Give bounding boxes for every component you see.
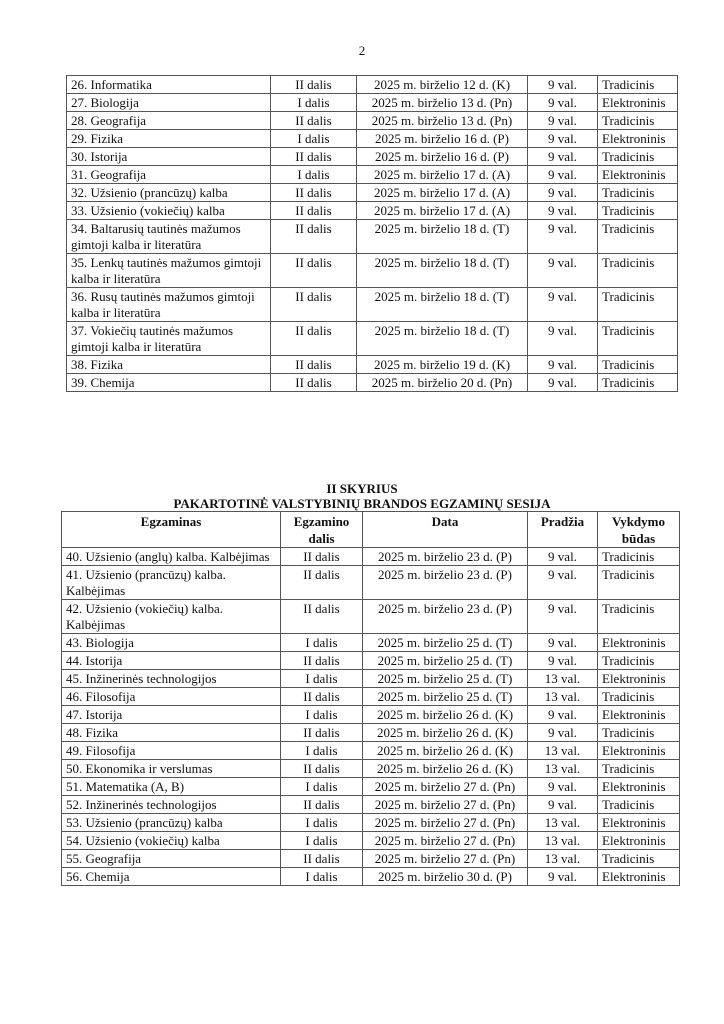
cell-date: 2025 m. birželio 25 d. (T) — [363, 634, 528, 652]
cell-date: 2025 m. birželio 27 d. (Pn) — [363, 796, 528, 814]
cell-mode: Tradicinis — [598, 184, 678, 202]
cell-mode: Elektroninis — [598, 634, 680, 652]
cell-start: 9 val. — [528, 600, 598, 634]
cell-date: 2025 m. birželio 26 d. (K) — [363, 742, 528, 760]
cell-start: 9 val. — [528, 868, 598, 886]
cell-start: 9 val. — [528, 374, 598, 392]
cell-part: II dalis — [281, 724, 363, 742]
cell-exam: 53. Užsienio (prancūzų) kalba — [62, 814, 281, 832]
cell-start: 9 val. — [528, 254, 598, 288]
cell-mode: Tradicinis — [598, 112, 678, 130]
cell-part: I dalis — [281, 706, 363, 724]
cell-exam: 49. Filosofija — [62, 742, 281, 760]
cell-mode: Tradicinis — [598, 850, 680, 868]
cell-date: 2025 m. birželio 18 d. (T) — [357, 220, 528, 254]
column-header-exam: Egzaminas — [62, 512, 281, 548]
cell-mode: Tradicinis — [598, 760, 680, 778]
cell-date: 2025 m. birželio 26 d. (K) — [363, 724, 528, 742]
cell-exam: 28. Geografija — [67, 112, 271, 130]
cell-mode: Elektroninis — [598, 868, 680, 886]
cell-start: 9 val. — [528, 112, 598, 130]
cell-exam: 43. Biologija — [62, 634, 281, 652]
cell-start: 9 val. — [528, 724, 598, 742]
cell-mode: Elektroninis — [598, 778, 680, 796]
cell-exam: 51. Matematika (A, B) — [62, 778, 281, 796]
cell-start: 13 val. — [528, 850, 598, 868]
cell-start: 13 val. — [528, 760, 598, 778]
cell-mode: Elektroninis — [598, 670, 680, 688]
cell-exam: 35. Lenkų tautinės mažumos gimtoji kalba ir literatūra — [67, 254, 271, 288]
cell-part: II dalis — [271, 76, 357, 94]
table-row — [67, 254, 678, 288]
cell-mode: Tradicinis — [598, 356, 678, 374]
cell-part: II dalis — [271, 112, 357, 130]
cell-start: 13 val. — [528, 670, 598, 688]
cell-mode: Tradicinis — [598, 254, 678, 288]
cell-start: 9 val. — [528, 184, 598, 202]
cell-mode: Tradicinis — [598, 76, 678, 94]
table-row — [67, 112, 678, 130]
cell-exam: 56. Chemija — [62, 868, 281, 886]
table-row — [67, 94, 678, 112]
cell-date: 2025 m. birželio 26 d. (K) — [363, 760, 528, 778]
cell-part: I dalis — [271, 166, 357, 184]
cell-mode: Tradicinis — [598, 220, 678, 254]
cell-exam: 27. Biologija — [67, 94, 271, 112]
cell-part: II dalis — [281, 548, 363, 566]
cell-exam: 52. Inžinerinės technologijos — [62, 796, 281, 814]
cell-date: 2025 m. birželio 30 d. (P) — [363, 868, 528, 886]
table-row — [62, 778, 680, 796]
cell-mode: Tradicinis — [598, 566, 680, 600]
cell-exam: 50. Ekonomika ir verslumas — [62, 760, 281, 778]
cell-date: 2025 m. birželio 16 d. (P) — [357, 130, 528, 148]
cell-mode: Elektroninis — [598, 166, 678, 184]
cell-start: 9 val. — [528, 322, 598, 356]
cell-part: I dalis — [281, 742, 363, 760]
cell-mode: Tradicinis — [598, 322, 678, 356]
cell-exam: 29. Fizika — [67, 130, 271, 148]
table-row — [62, 760, 680, 778]
table-row — [62, 634, 680, 652]
cell-date: 2025 m. birželio 23 d. (P) — [363, 548, 528, 566]
table-row — [67, 288, 678, 322]
cell-date: 2025 m. birželio 17 d. (A) — [357, 184, 528, 202]
table-row — [62, 724, 680, 742]
cell-part: II dalis — [281, 566, 363, 600]
cell-exam: 55. Geografija — [62, 850, 281, 868]
cell-start: 9 val. — [528, 778, 598, 796]
cell-exam: 54. Užsienio (vokiečių) kalba — [62, 832, 281, 850]
cell-part: I dalis — [271, 130, 357, 148]
exam-schedule-table-repeat-session — [61, 511, 680, 886]
cell-exam: 36. Rusų tautinės mažumos gimtoji kalba ir literatūra — [67, 288, 271, 322]
cell-date: 2025 m. birželio 25 d. (T) — [363, 688, 528, 706]
cell-part: II dalis — [271, 202, 357, 220]
cell-mode: Tradicinis — [598, 652, 680, 670]
cell-start: 13 val. — [528, 832, 598, 850]
cell-exam: 26. Informatika — [67, 76, 271, 94]
cell-mode: Tradicinis — [598, 688, 680, 706]
cell-part: II dalis — [281, 796, 363, 814]
cell-part: I dalis — [271, 94, 357, 112]
cell-date: 2025 m. birželio 25 d. (T) — [363, 652, 528, 670]
cell-exam: 30. Istorija — [67, 148, 271, 166]
column-header-part: Egzamino dalis — [281, 512, 363, 548]
cell-exam: 45. Inžinerinės technologijos — [62, 670, 281, 688]
cell-exam: 37. Vokiečių tautinės mažumos gimtoji kalba ir literatūra — [67, 322, 271, 356]
cell-date: 2025 m. birželio 17 d. (A) — [357, 166, 528, 184]
cell-start: 13 val. — [528, 688, 598, 706]
table-row — [67, 166, 678, 184]
table-row — [62, 832, 680, 850]
cell-exam: 47. Istorija — [62, 706, 281, 724]
cell-part: II dalis — [281, 652, 363, 670]
cell-date: 2025 m. birželio 16 d. (P) — [357, 148, 528, 166]
cell-date: 2025 m. birželio 27 d. (Pn) — [363, 778, 528, 796]
cell-exam: 32. Užsienio (prancūzų) kalba — [67, 184, 271, 202]
cell-start: 9 val. — [528, 130, 598, 148]
table-row — [62, 814, 680, 832]
cell-part: II dalis — [281, 600, 363, 634]
cell-exam: 42. Užsienio (vokiečių) kalba. Kalbėjimas — [62, 600, 281, 634]
cell-mode: Tradicinis — [598, 600, 680, 634]
cell-part: I dalis — [281, 814, 363, 832]
cell-exam: 46. Filosofija — [62, 688, 281, 706]
cell-mode: Elektroninis — [598, 814, 680, 832]
table-row — [62, 868, 680, 886]
table-row — [67, 374, 678, 392]
table-row — [67, 130, 678, 148]
cell-mode: Elektroninis — [598, 742, 680, 760]
cell-start: 9 val. — [528, 76, 598, 94]
cell-date: 2025 m. birželio 25 d. (T) — [363, 670, 528, 688]
cell-start: 9 val. — [528, 548, 598, 566]
cell-start: 9 val. — [528, 220, 598, 254]
table-row — [62, 652, 680, 670]
table-body — [62, 548, 680, 886]
cell-date: 2025 m. birželio 17 d. (A) — [357, 202, 528, 220]
cell-part: II dalis — [271, 322, 357, 356]
cell-part: I dalis — [281, 778, 363, 796]
cell-date: 2025 m. birželio 12 d. (K) — [357, 76, 528, 94]
cell-start: 9 val. — [528, 148, 598, 166]
cell-date: 2025 m. birželio 20 d. (Pn) — [357, 374, 528, 392]
cell-part: I dalis — [281, 832, 363, 850]
cell-date: 2025 m. birželio 26 d. (K) — [363, 706, 528, 724]
cell-mode: Tradicinis — [598, 148, 678, 166]
cell-part: II dalis — [271, 220, 357, 254]
cell-exam: 41. Užsienio (prancūzų) kalba. Kalbėjimas — [62, 566, 281, 600]
table-row — [67, 322, 678, 356]
cell-start: 9 val. — [528, 94, 598, 112]
cell-start: 9 val. — [528, 634, 598, 652]
cell-part: II dalis — [271, 288, 357, 322]
cell-exam: 31. Geografija — [67, 166, 271, 184]
page-number: 2 — [358, 43, 366, 58]
cell-date: 2025 m. birželio 23 d. (P) — [363, 600, 528, 634]
cell-mode: Tradicinis — [598, 288, 678, 322]
cell-date: 2025 m. birželio 18 d. (T) — [357, 288, 528, 322]
column-header-date: Data — [363, 512, 528, 548]
cell-exam: 48. Fizika — [62, 724, 281, 742]
table-row — [62, 688, 680, 706]
cell-part: II dalis — [271, 184, 357, 202]
cell-start: 13 val. — [528, 814, 598, 832]
cell-start: 13 val. — [528, 742, 598, 760]
cell-part: I dalis — [281, 634, 363, 652]
cell-start: 9 val. — [528, 288, 598, 322]
table-row — [62, 796, 680, 814]
cell-part: II dalis — [281, 688, 363, 706]
table-row — [67, 184, 678, 202]
table-row — [62, 742, 680, 760]
table-row — [67, 202, 678, 220]
cell-start: 9 val. — [528, 652, 598, 670]
cell-part: II dalis — [271, 374, 357, 392]
cell-date: 2025 m. birželio 23 d. (P) — [363, 566, 528, 600]
table-header-row — [62, 512, 680, 548]
cell-date: 2025 m. birželio 19 d. (K) — [357, 356, 528, 374]
cell-start: 9 val. — [528, 566, 598, 600]
cell-part: II dalis — [271, 148, 357, 166]
cell-start: 9 val. — [528, 796, 598, 814]
cell-date: 2025 m. birželio 27 d. (Pn) — [363, 832, 528, 850]
cell-start: 9 val. — [528, 166, 598, 184]
cell-exam: 40. Užsienio (anglų) kalba. Kalbėjimas — [62, 548, 281, 566]
cell-date: 2025 m. birželio 13 d. (Pn) — [357, 112, 528, 130]
cell-start: 9 val. — [528, 706, 598, 724]
section-heading-number: II SKYRIUS — [326, 481, 398, 496]
cell-mode: Elektroninis — [598, 94, 678, 112]
column-header-mode: Vykdymo būdas — [598, 512, 680, 548]
table-row — [62, 850, 680, 868]
cell-part: II dalis — [281, 760, 363, 778]
section-heading-title: PAKARTOTINĖ VALSTYBINIŲ BRANDOS EGZAMINŲ SESIJA — [173, 496, 551, 511]
exam-schedule-table-main-session — [66, 75, 678, 392]
cell-mode: Tradicinis — [598, 724, 680, 742]
table-row — [62, 600, 680, 634]
cell-date: 2025 m. birželio 27 d. (Pn) — [363, 814, 528, 832]
table-row — [62, 706, 680, 724]
cell-mode: Elektroninis — [598, 832, 680, 850]
cell-date: 2025 m. birželio 27 d. (Pn) — [363, 850, 528, 868]
cell-start: 9 val. — [528, 356, 598, 374]
cell-exam: 38. Fizika — [67, 356, 271, 374]
cell-date: 2025 m. birželio 18 d. (T) — [357, 254, 528, 288]
cell-part: I dalis — [281, 670, 363, 688]
column-header-start: Pradžia — [528, 512, 598, 548]
cell-part: I dalis — [281, 868, 363, 886]
table-row — [67, 220, 678, 254]
cell-exam: 34. Baltarusių tautinės mažumos gimtoji kalba ir literatūra — [67, 220, 271, 254]
table-row — [67, 148, 678, 166]
cell-mode: Tradicinis — [598, 796, 680, 814]
cell-exam: 39. Chemija — [67, 374, 271, 392]
cell-exam: 33. Užsienio (vokiečių) kalba — [67, 202, 271, 220]
cell-mode: Tradicinis — [598, 202, 678, 220]
table-row — [67, 76, 678, 94]
cell-exam: 44. Istorija — [62, 652, 281, 670]
table-body — [67, 76, 678, 392]
cell-start: 9 val. — [528, 202, 598, 220]
cell-mode: Tradicinis — [598, 548, 680, 566]
cell-mode: Elektroninis — [598, 706, 680, 724]
cell-mode: Tradicinis — [598, 374, 678, 392]
cell-date: 2025 m. birželio 18 d. (T) — [357, 322, 528, 356]
cell-part: II dalis — [271, 254, 357, 288]
cell-part: II dalis — [281, 850, 363, 868]
table-row — [62, 566, 680, 600]
table-row — [62, 670, 680, 688]
cell-mode: Elektroninis — [598, 130, 678, 148]
cell-part: II dalis — [271, 356, 357, 374]
table-row — [62, 548, 680, 566]
table-row — [67, 356, 678, 374]
cell-date: 2025 m. birželio 13 d. (Pn) — [357, 94, 528, 112]
